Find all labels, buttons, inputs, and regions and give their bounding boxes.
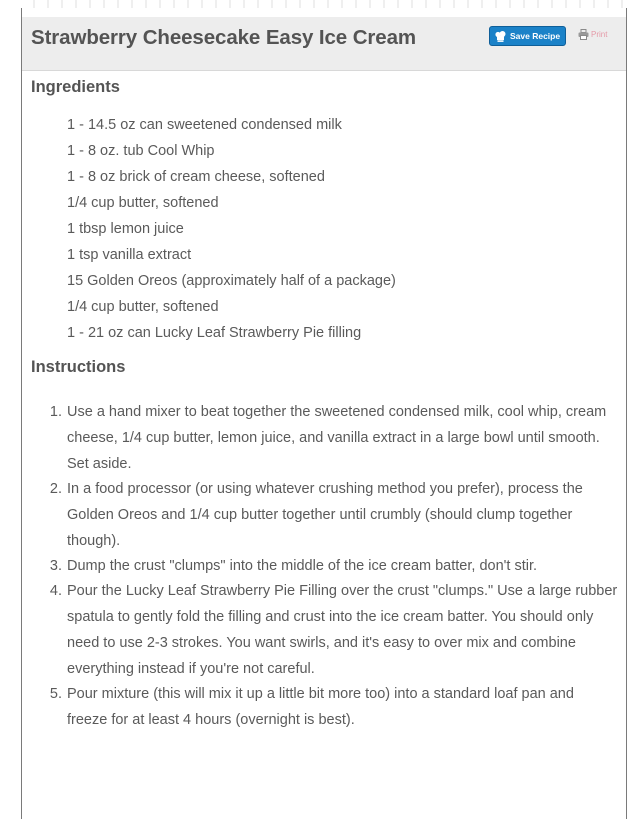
ingredient-item: 1/4 cup butter, softened (67, 195, 219, 211)
ingredient-item: 1 - 8 oz. tub Cool Whip (67, 143, 215, 159)
print-link[interactable] (578, 29, 607, 40)
recipe-title: Strawberry Cheesecake Easy Ice Cream (31, 26, 417, 49)
instructions-list (49, 399, 618, 732)
ingredient-item: 1 tbsp lemon juice (67, 221, 184, 237)
instruction-step (49, 399, 618, 477)
save-recipe-button[interactable] (489, 26, 566, 46)
step-text: In a food processor (or using whatever crushing method you prefer), process the Golden Oreos and 1/4 cup butter together until crumbly (should clump together though). (67, 481, 583, 549)
top-strip (21, 0, 627, 8)
instruction-step (49, 681, 618, 733)
instruction-step (49, 578, 618, 682)
instruction-step (49, 553, 618, 579)
recipe-card (21, 8, 627, 819)
save-recipe-label: Save Recipe (510, 31, 561, 41)
step-number: 2. (49, 481, 62, 497)
ingredients-heading: Ingredients (31, 78, 120, 96)
ingredient-item: 1 tsp vanilla extract (67, 247, 192, 263)
print-label: Print (591, 30, 608, 39)
ingredient-item: 1 - 21 oz can Lucky Leaf Strawberry Pie filling (67, 325, 362, 341)
ingredient-item: 15 Golden Oreos (approximately half of a package) (67, 273, 396, 289)
step-text: Use a hand mixer to beat together the sweetened condensed milk, cool whip, cream cheese, 1/4 cup butter, lemon juice, and vanilla extract in a large bowl until smooth. Set aside. (67, 404, 607, 472)
printer-icon (578, 29, 589, 40)
instructions-heading: Instructions (31, 358, 126, 376)
ingredient-item: 1 - 14.5 oz can sweetened condensed milk (67, 117, 342, 133)
ingredient-item: 1 - 8 oz brick of cream cheese, softened (67, 169, 325, 185)
step-text: Dump the crust "clumps" into the middle of the ice cream batter, don't stir. (67, 558, 538, 574)
step-number: 3. (49, 558, 62, 574)
ingredient-item: 1/4 cup butter, softened (67, 299, 219, 315)
step-number: 4. (49, 583, 62, 599)
ingredients-list (67, 112, 396, 346)
step-text: Pour mixture (this will mix it up a little bit more too) into a standard loaf pan and freeze for at least 4 hours (overnight is best). (67, 686, 574, 728)
step-text: Pour the Lucky Leaf Strawberry Pie Filling over the crust "clumps." Use a large rubber spatula to gently fold the filling and crust into the ice cream batter. You should only need to use 2-3 strokes. You want swirls, and it's easy to over mix and combine everything instead if you're not careful. (67, 583, 618, 677)
step-number: 1. (49, 404, 62, 420)
step-number: 5. (49, 686, 62, 702)
instruction-step (49, 476, 618, 554)
chef-hat-icon (494, 30, 507, 43)
